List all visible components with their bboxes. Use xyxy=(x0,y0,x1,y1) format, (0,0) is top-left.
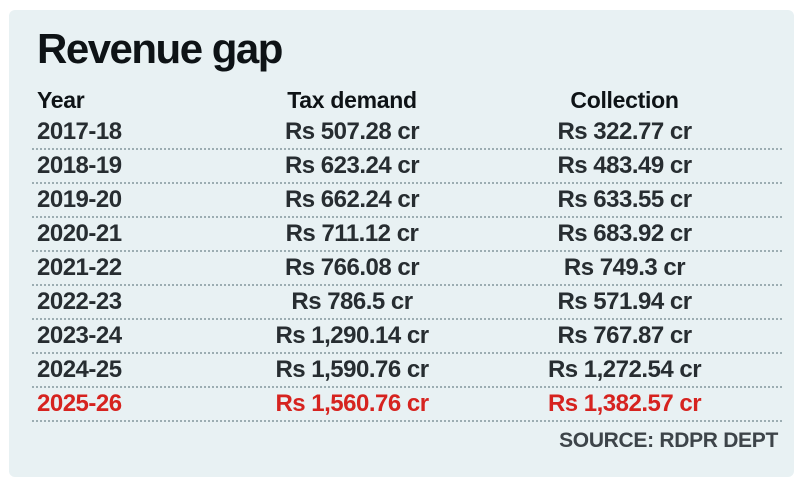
cell-year: 2024-25 xyxy=(37,356,122,384)
cell-collection: Rs 1,272.54 cr xyxy=(547,356,702,384)
column-header-tax-demand: Tax demand xyxy=(287,86,417,113)
cell-collection: Rs 683.92 cr xyxy=(557,220,692,248)
table-row xyxy=(32,116,782,150)
infographic-panel xyxy=(9,10,794,477)
cell-tax-demand: Rs 507.28 cr xyxy=(284,118,420,146)
cell-year: 2018-19 xyxy=(37,152,122,180)
cell-year: 2023-24 xyxy=(37,322,122,350)
cell-tax-demand: Rs 1,560.76 cr xyxy=(275,390,429,418)
cell-year: 2020-21 xyxy=(37,220,122,248)
cell-year: 2019-20 xyxy=(37,186,122,214)
cell-collection: Rs 322.77 cr xyxy=(557,118,692,146)
table-row xyxy=(32,218,782,252)
table-row xyxy=(32,184,782,218)
table-row xyxy=(32,354,782,388)
cell-tax-demand: Rs 786.5 cr xyxy=(291,288,413,316)
table-row xyxy=(32,150,782,184)
table-header-row xyxy=(32,84,782,116)
cell-year: 2017-18 xyxy=(37,118,122,146)
cell-year: 2022-23 xyxy=(37,288,122,316)
column-header-year: Year xyxy=(37,86,85,113)
column-header-collection: Collection xyxy=(570,86,679,113)
revenue-table xyxy=(32,84,782,422)
cell-tax-demand: Rs 1,590.76 cr xyxy=(275,356,429,384)
table-row xyxy=(32,388,782,422)
cell-year: 2025-26 xyxy=(37,390,122,418)
cell-tax-demand: Rs 662.24 cr xyxy=(284,186,420,214)
cell-tax-demand: Rs 766.08 cr xyxy=(284,254,420,282)
cell-tax-demand: Rs 1,290.14 cr xyxy=(275,322,429,350)
source-credit: SOURCE: RDPR DEPT xyxy=(559,429,778,453)
cell-collection: Rs 749.3 cr xyxy=(563,254,686,282)
table-body xyxy=(32,116,782,422)
table-row xyxy=(32,320,782,354)
chart-title: Revenue gap xyxy=(37,25,282,72)
table-row xyxy=(32,286,782,320)
cell-collection: Rs 767.87 cr xyxy=(557,322,692,350)
cell-collection: Rs 633.55 cr xyxy=(557,186,692,214)
table-row xyxy=(32,252,782,286)
cell-collection: Rs 483.49 cr xyxy=(557,152,692,180)
cell-tax-demand: Rs 623.24 cr xyxy=(284,152,420,180)
cell-collection: Rs 571.94 cr xyxy=(557,288,692,316)
cell-year: 2021-22 xyxy=(37,254,122,282)
cell-tax-demand: Rs 711.12 cr xyxy=(285,220,419,248)
source-row xyxy=(32,429,782,453)
cell-collection: Rs 1,382.57 cr xyxy=(547,390,702,418)
